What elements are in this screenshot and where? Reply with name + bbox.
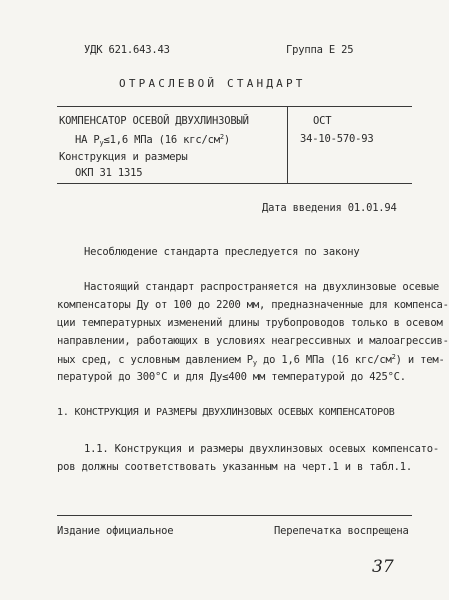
designation-bottom-rule [57,183,412,184]
ost-number: 34-10-570-93 [300,133,374,145]
ost-label: ОСТ [313,115,332,127]
product-title-line1: КОМПЕНСАТОР ОСЕВОЙ ДВУХЛИНЗОВЫЙ [59,115,249,127]
standard-type-title: ОТРАСЛЕВОЙ СТАНДАРТ [119,77,306,90]
official-edition: Издание официальное [57,525,174,537]
reprint-prohibited: Перепечатка воспрещена [274,525,409,537]
section-1-para-line-2: ров должны соответствовать указанным на черт.1 и в табл.1. [57,461,413,473]
group-code: Группа Е 25 [286,44,354,56]
product-title-line2: НА $P_у\le 1,6$ МПа (16 кгс/$см^2$) [75,133,230,147]
scope-line-6: пературой до 300°С и для Ду≤400 мм температурой до 425°С. [57,371,406,383]
designation-top-rule [57,106,412,107]
scope-line-3: ции температурных изменений длины трубопроводов только в осевом [57,317,443,329]
footer-rule [57,515,412,516]
scope-line-4: направлении, работающих в условиях неагрессивных и малоагрессив- [57,335,449,347]
product-title-line3: Конструкция и размеры [59,151,188,163]
udc-code: УДК 621.643.43 [84,44,170,56]
scope-line-1: Настоящий стандарт распространяется на двухлинзовые осевые [84,281,440,293]
intro-date: Дата введения 01.01.94 [262,202,397,214]
section-1-para-line-1: 1.1. Конструкция и размеры двухлинзовых осевых компенсато- [84,443,440,455]
scope-line-5: ных сред, с условным давлением $P_у$ до 1,6 МПа (16 кгс/$см^2$) и тем- [57,353,445,367]
legal-notice: Несоблюдение стандарта преследуется по закону [84,246,360,258]
scope-line-2: компенсаторы Ду от 100 до 2200 мм, предназначенные для компенса- [57,299,449,311]
designation-divider [287,106,288,183]
okp-code: ОКП 31 1315 [75,167,143,179]
section-1-heading: 1. КОНСТРУКЦИЯ И РАЗМЕРЫ ДВУХЛИНЗОВЫХ ОСЕВЫХ КОМПЕНСАТОРОВ [57,407,395,418]
page-number: 37 [372,557,394,577]
